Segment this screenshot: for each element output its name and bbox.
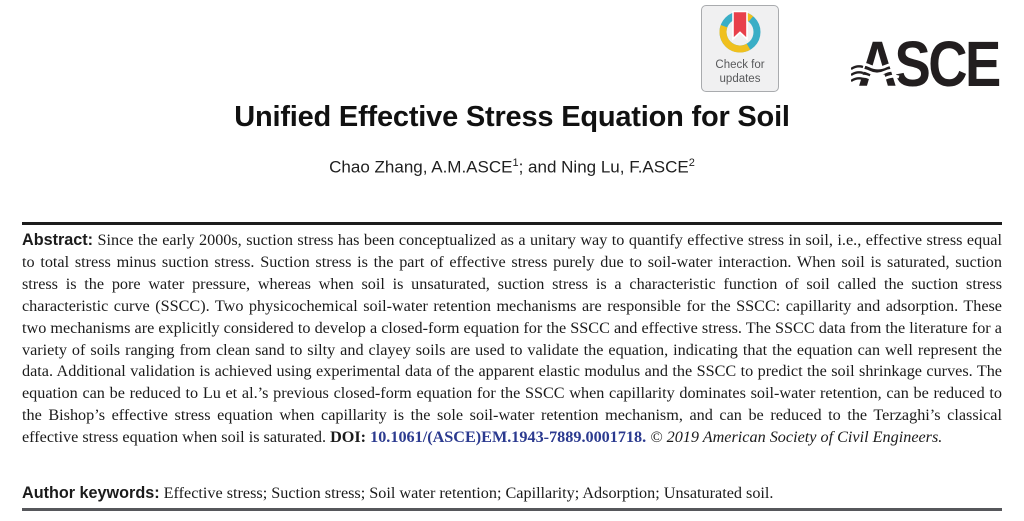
keywords-text: Effective stress; Suction stress; Soil water retention; Capillarity; Adsorption; Unsaturated soil. — [159, 484, 774, 502]
asce-logo — [851, 38, 1015, 88]
divider-top — [22, 222, 1002, 225]
doi-link[interactable]: 10.1061/(ASCE)EM.1943-7889.0001718. — [370, 428, 647, 447]
author-1: Chao Zhang, A.M.ASCE — [329, 157, 513, 177]
abstract-body: Since the early 2000s, suction stress has been conceptualized as a unitary way to quantify effective stress in soil, i.e., effective stress equal to total stress minus suction stress. Suction stress is the part of effective stress purely due to soil-water interaction. When soil is saturated, suction stress is the pore water pressure, whereas when soil is unsaturated, suction stress is a characteristic function of soil called the suction stress characteristic curve (SSCC). Two physicochemical soil-water retention mechanisms are responsible for the SSCC: capillarity and adsorption. These two mechanisms are explicitly considered to develop a closed-form equation for the SSCC and effective stress. The SSCC data from the literature for a variety of soils ranging from clean sand to silty and clayey soils are used to validate the equation, indicating that the equation can well represent the data. Additional validation is achieved using experimental data of the apparent elastic modulus and the SSCC to predict the soil shrinkage curves. The equation can be reduced to Lu et al.’s previous closed-form equation for the SSCC when capillarity dominates soil-water retention, can be reduced to the Bishop’s effective stress equation when capillarity is the sole soil-water retention mechanism, and can be reduced to the Terzaghi’s classical effective stress equation when soil is saturated. — [22, 231, 1002, 447]
abstract-paragraph — [22, 230, 1002, 449]
paper-title: Unified Effective Stress Equation for Soil — [234, 101, 790, 133]
divider-bottom — [22, 508, 1002, 511]
doi-label: DOI: — [330, 428, 371, 447]
author-2-affiliation-ref: 2 — [688, 157, 695, 169]
crossmark-label-line1: Check for — [715, 59, 765, 71]
author-1-affiliation-ref: 1 — [512, 157, 519, 169]
author-2: Ning Lu, F.ASCE — [561, 157, 689, 177]
keywords-line — [22, 484, 1002, 503]
crossmark-icon — [716, 10, 764, 58]
asce-logo-text: ASCE — [857, 38, 999, 88]
copyright-notice: © 2019 American Society of Civil Engineers. — [646, 428, 943, 447]
asce-logo-icon — [851, 38, 1015, 88]
crossmark-label — [715, 59, 764, 86]
keywords-label: Author keywords: — [22, 484, 160, 502]
crossmark-label-line2: updates — [719, 72, 761, 85]
authors-separator: ; and — [518, 157, 562, 177]
authors-line — [0, 157, 1024, 178]
check-for-updates-badge[interactable] — [701, 5, 779, 92]
abstract-label: Abstract: — [22, 231, 94, 249]
